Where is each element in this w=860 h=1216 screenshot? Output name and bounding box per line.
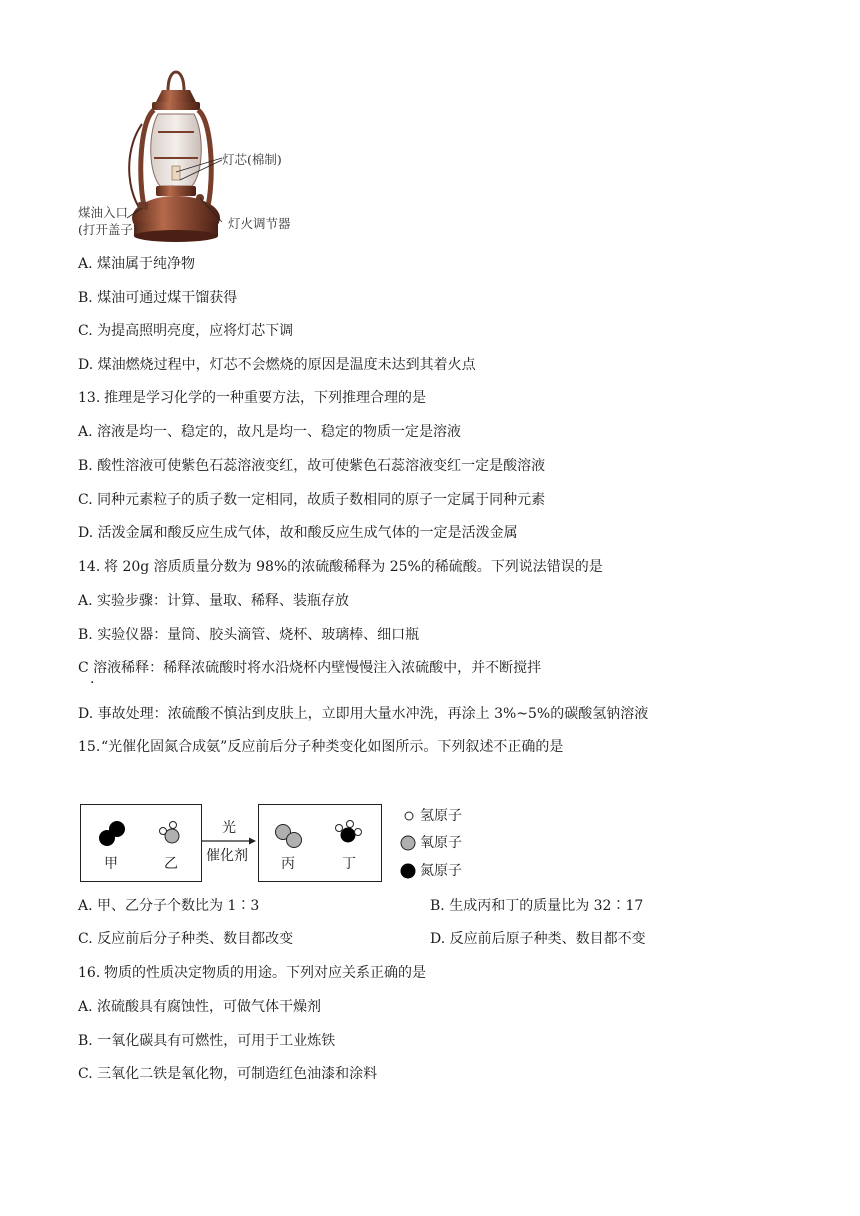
q15-number: 15.	[78, 739, 101, 755]
q14-option-d: D. 事故处理：浓硫酸不慎沾到皮肤上，立即用大量水冲洗，再涂上 3%~5%的碳酸氢钠溶液	[78, 706, 649, 722]
q15-stem: “光催化固氮合成氨”反应前后分子种类变化如图所示。下列叙述不正确的是	[101, 739, 564, 755]
oxygen-atom	[287, 833, 302, 848]
label-yi: 乙	[164, 856, 178, 872]
legend-hydrogen-label: 氢原子	[420, 808, 462, 824]
q14-stem: 将 20g 溶质质量分数为 98%的浓硫酸稀释为 25%的稀硫酸。下列说法错误的是	[104, 559, 603, 575]
oxygen-atom	[165, 829, 179, 843]
legend-nitrogen-label: 氮原子	[420, 863, 462, 879]
kerosene-lamp-figure	[72, 62, 332, 248]
q15-option-c: C. 反应前后分子种类、数目都改变	[78, 931, 294, 947]
nitrogen-atom	[341, 828, 356, 843]
hydrogen-atom	[347, 821, 354, 828]
q14-option-c-dot: ·	[90, 675, 95, 691]
q14-option-a: A. 实验步骤：计算、量取、稀释、装瓶存放	[78, 593, 350, 609]
q14-option-b: B. 实验仪器：量筒、胶头滴管、烧杯、玻璃棒、细口瓶	[78, 627, 420, 643]
label-bing: 丙	[281, 856, 295, 872]
lamp-label-wick: 灯芯(棉制)	[222, 152, 282, 167]
condition-catalyst: 催化剂	[206, 848, 248, 864]
label-jia: 甲	[104, 856, 118, 872]
hydrogen-atom	[336, 825, 343, 832]
q13-option-b: B. 酸性溶液可使紫色石蕊溶液变红，故可使紫色石蕊溶液变红一定是酸溶液	[78, 458, 546, 474]
q15-option-a: A. 甲、乙分子个数比为 1∶3	[78, 898, 260, 914]
q16-option-c: C. 三氧化二铁是氧化物，可制造红色油漆和涂料	[78, 1066, 378, 1082]
condition-light: 光	[222, 820, 236, 836]
arrow-head	[249, 838, 256, 845]
lamp-label-regulator: 灯火调节器	[228, 216, 291, 231]
hydrogen-atom	[160, 828, 167, 835]
q16-stem: 物质的性质决定物质的用途。下列对应关系正确的是	[104, 965, 426, 981]
q16-option-a: A. 浓硫酸具有腐蚀性，可做气体干燥剂	[78, 999, 322, 1015]
q13-number: 13.	[78, 390, 101, 406]
q13-option-c: C. 同种元素粒子的质子数一定相同，故质子数相同的原子一定属于同种元素	[78, 492, 546, 508]
q12-option-d: D. 煤油燃烧过程中，灯芯不会燃烧的原因是温度未达到其着火点	[78, 357, 476, 373]
q15-option-d: D. 反应前后原子种类、数目都不变	[430, 931, 646, 947]
q12-option-c: C. 为提高照明亮度，应将灯芯下调	[78, 323, 294, 339]
q14-option-c: C 溶液稀释：稀释浓硫酸时将水沿烧杯内壁慢慢注入浓硫酸中，并不断搅拌	[78, 660, 542, 676]
q16-number: 16.	[78, 965, 101, 981]
q16-option-b: B. 一氧化碳具有可燃性，可用于工业炼铁	[78, 1033, 336, 1049]
hydrogen-atom	[170, 822, 177, 829]
q13-stem: 推理是学习化学的一种重要方法，下列推理合理的是	[104, 390, 426, 406]
lamp-label-inlet: 煤油入口	[78, 205, 129, 220]
q13-option-a: A. 溶液是均一、稳定的，故凡是均一、稳定的物质一定是溶液	[78, 424, 462, 440]
q12-option-b: B. 煤油可通过煤干馏获得	[78, 290, 238, 306]
label-ding: 丁	[342, 856, 356, 872]
q15-option-b: B. 生成丙和丁的质量比为 32∶17	[430, 898, 644, 914]
lamp-label-inlet-note: (打开盖子)	[78, 222, 138, 237]
nitrogen-atom	[99, 830, 115, 846]
hydrogen-atom	[355, 829, 362, 836]
q12-option-a: A. 煤油属于纯净物	[78, 256, 196, 272]
q14-number: 14.	[78, 559, 101, 575]
q13-option-d: D. 活泼金属和酸反应生成气体，故和酸反应生成气体的一定是活泼金属	[78, 525, 518, 541]
legend-oxygen-label: 氧原子	[420, 835, 462, 851]
